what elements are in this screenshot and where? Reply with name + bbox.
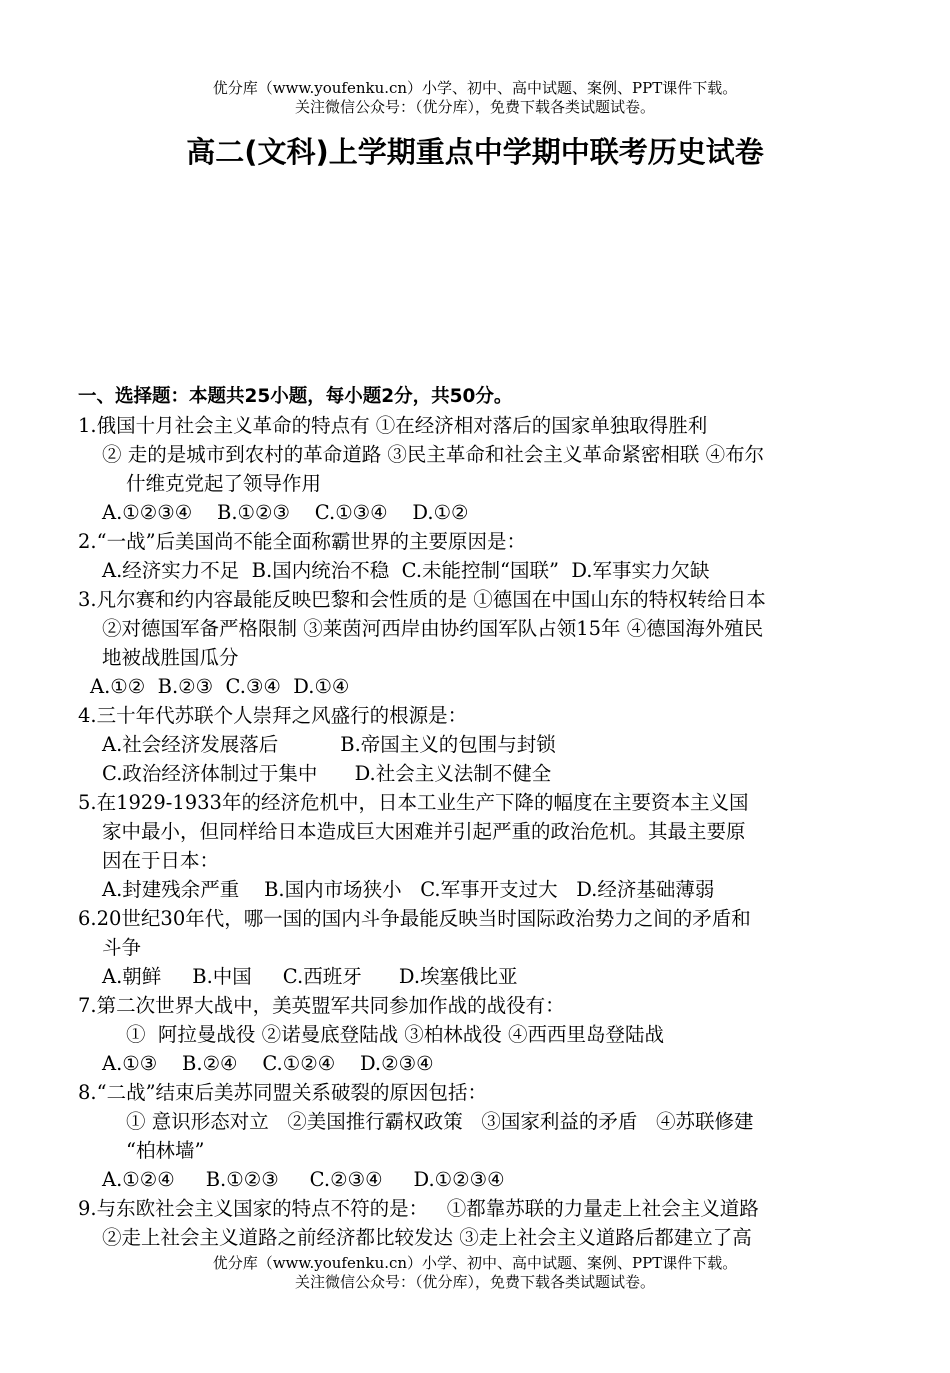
header-line-1: 优分库（www.youfenku.cn）小学、初中、高中试题、案例、PPT课件下载。 [212,79,738,97]
page-footer [0,1254,950,1292]
text-line: ① 阿拉曼战役 ②诺曼底登陆战 ③柏林战役 ④西西里岛登陆战 [126,1023,664,1046]
text-line: ②走上社会主义道路之前经济都比较发达 ③走上社会主义道路后都建立了高 [102,1226,752,1249]
text-line: A.经济实力不足 B.国内统治不稳 C.未能控制“国联” D.军事实力欠缺 [102,559,710,582]
text-line: C.政治经济体制过于集中 D.社会主义法制不健全 [102,762,552,785]
text-line: “柏林墙” [126,1139,205,1162]
text-line: A.社会经济发展落后 B.帝国主义的包围与封锁 [102,733,556,756]
text-line: 斗争 [102,936,142,959]
text-line: A.①② B.②③ C.③④ D.①④ [90,675,350,698]
text-line: 1.俄国十月社会主义革命的特点有 ①在经济相对落后的国家单独取得胜利 [78,414,708,437]
text-line: 4.三十年代苏联个人崇拜之风盛行的根源是： [78,704,468,727]
text-line: A.①②④ B.①②③ C.②③④ D.①②③④ [102,1168,505,1191]
question-body [78,382,878,1252]
text-line: ② 走的是城市到农村的革命道路 ③民主革命和社会主义革命紧密相联 ④布尔 [102,443,765,466]
text-line: 6.20世纪30年代，哪一国的国内斗争最能反映当时国际政治势力之间的矛盾和 [78,907,751,930]
header-line-2: 关注微信公众号：（优分库），免费下载各类试题试卷。 [294,98,655,116]
text-line: 3.凡尔赛和约内容最能反映巴黎和会性质的是 ①德国在中国山东的特权转给日本 [78,588,766,611]
text-line: 7.第二次世界大战中，美英盟军共同参加作战的战役有： [78,994,565,1017]
text-line: A.朝鲜 B.中国 C.西班牙 D.埃塞俄比亚 [102,965,518,988]
footer-line-2: 关注微信公众号：（优分库），免费下载各类试题试卷。 [294,1273,655,1291]
text-line: 什维克党起了领导作用 [126,472,322,495]
text-line: A.封建残余严重 B.国内市场狭小 C.军事开支过大 D.经济基础薄弱 [102,878,715,901]
text-line: 8.“二战”结束后美苏同盟关系破裂的原因包括： [78,1081,488,1104]
page-header [0,79,950,117]
text-line: 9.与东欧社会主义国家的特点不符的是： ①都靠苏联的力量走上社会主义道路 [78,1197,759,1220]
footer-line-1: 优分库（www.youfenku.cn）小学、初中、高中试题、案例、PPT课件下载。 [212,1254,738,1272]
page-title: 高二(文科)上学期重点中学期中联考历史试卷 [186,135,764,169]
text-line: 5.在1929-1933年的经济危机中，日本工业生产下降的幅度在主要资本主义国 [78,791,749,814]
text-line: 地被战胜国瓜分 [102,646,239,669]
section-heading: 一、选择题：本题共25小题，每小题2分，共50分。 [78,386,513,407]
text-line: 家中最小，但同样给日本造成巨大困难并引起严重的政治危机。其最主要原 [102,820,746,843]
text-line: A.①②③④ B.①②③ C.①③④ D.①② [102,501,469,524]
text-line: 因在于日本： [102,849,220,872]
text-line: ① 意识形态对立 ②美国推行霸权政策 ③国家利益的矛盾 ④苏联修建 [126,1110,754,1133]
text-line: A.①③ B.②④ C.①②④ D.②③④ [102,1052,434,1075]
text-line: ②对德国军备严格限制 ③莱茵河西岸由协约国军队占领15年 ④德国海外殖民 [102,617,764,640]
text-line: 2.“一战”后美国尚不能全面称霸世界的主要原因是： [78,530,527,553]
